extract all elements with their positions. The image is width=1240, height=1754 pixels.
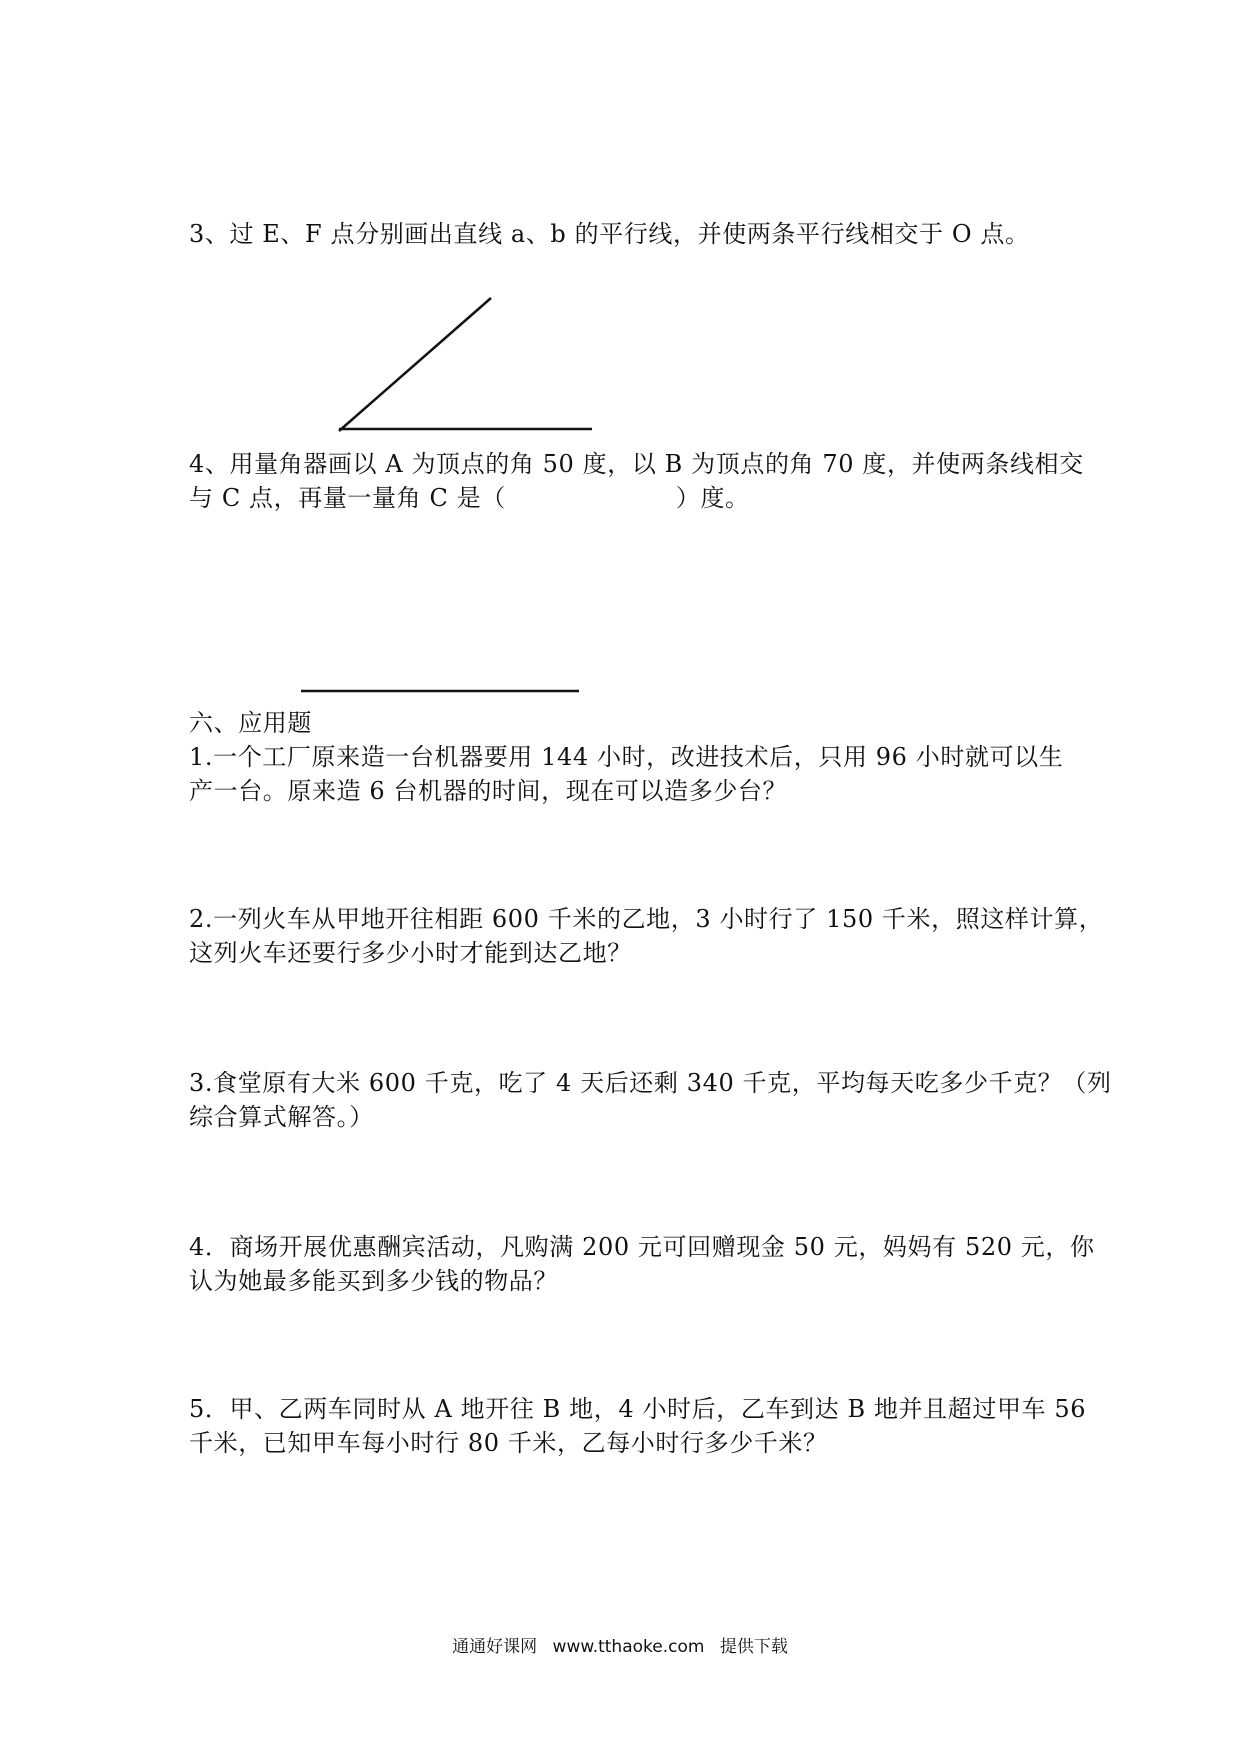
problem-4-line-2: 认为她最多能买到多少钱的物品？ bbox=[189, 1267, 558, 1295]
question-4-line-1: 4、用量角器画以 A 为顶点的角 50 度，以 B 为顶点的角 70 度，并使两条线相交 bbox=[189, 450, 1084, 478]
question-4-line-2-after: ）度。 bbox=[675, 484, 750, 512]
question-4-line-2-before: 与 C 点，再量一量角 C 是（ bbox=[189, 484, 506, 512]
problem-5-line-1: 5．甲、乙两车同时从 A 地开往 B 地，4 小时后，乙车到达 B 地并且超过甲车 56 bbox=[189, 1395, 1087, 1423]
question-4-line-2 bbox=[189, 481, 1069, 515]
problem-1-line-1: 1.一个工厂原来造一台机器要用 144 小时，改进技术后，只用 96 小时就可以生 bbox=[189, 743, 1064, 771]
footer-url[interactable]: www.tthaoke.com bbox=[552, 1637, 705, 1657]
problem-1-line-2: 产一台。原来造 6 台机器的时间，现在可以造多少台？ bbox=[189, 777, 788, 805]
problem-4-line-1: 4．商场开展优惠酬宾活动，凡购满 200 元可回赠现金 50 元，妈妈有 520 元，你 bbox=[189, 1233, 1095, 1261]
question-3: 3、过 E、F 点分别画出直线 a、b 的平行线，并使两条平行线相交于 O 点。 bbox=[189, 220, 1030, 248]
section-6-title: 六、应用题 bbox=[189, 709, 312, 737]
problem-5-line-2: 千米，已知甲车每小时行 80 千米，乙每小时行多少千米？ bbox=[189, 1429, 828, 1457]
problem-3-line-1: 3.食堂原有大米 600 千克，吃了 4 天后还剩 340 千克，平均每天吃多少千克？（列 bbox=[189, 1069, 1112, 1097]
problem-3-line-2: 综合算式解答。） bbox=[189, 1103, 374, 1131]
footer bbox=[0, 1632, 1240, 1657]
problem-2-line-1: 2.一列火车从甲地开往相距 600 千米的乙地，3 小时行了 150 千米，照这样计算， bbox=[189, 905, 1104, 933]
line-a bbox=[339, 298, 491, 431]
problem-2-line-2: 这列火车还要行多少小时才能到达乙地？ bbox=[189, 939, 632, 967]
footer-site-name: 通通好课网 bbox=[452, 1637, 538, 1657]
footer-suffix: 提供下载 bbox=[719, 1637, 788, 1657]
